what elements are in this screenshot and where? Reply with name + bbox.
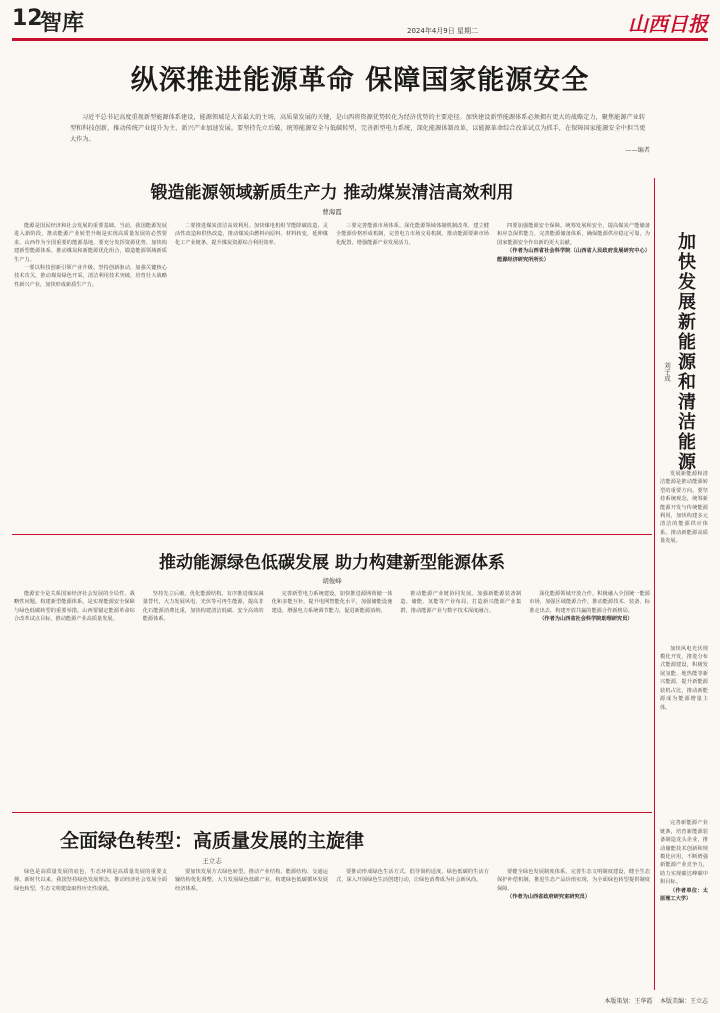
intro-text: 习近平总书记高度重视新型能源体系建设，能源领域是大省最大的主场，高质量发展的关键，是山西将资源优势转化为经济优势的主要途径。加快建设新型能源体系必须拥有更大的战略定力，聚焦能源产业转型和科技创新，推动传统产业提升为主、新兴产业加速发展。要坚持先立后破，统筹能源安全与低碳转型，完善新型电力系统，深化能源体制改革，以能源革命综合改革试点为抓手，在保障国家能源安全中担当更大作为。 (70, 114, 646, 143)
article2-column: 推动能源产业链协同发展。加强新能源装备制造、储能、氢能等产业布局，打造新兴能源产业集群，推动能源产业与数字技术深度融合。 (400, 591, 522, 614)
article1-column: 三要完善能源市场体系。深化能源领域体制机制改革，建立健全能源价格形成机制，完善电力市场交易机制，推动能源要素市场化配置，增强能源产业发展活力。 (336, 223, 489, 246)
article4-author: 刘子成 (663, 362, 671, 382)
page-headline: 纵深推进能源革命 保障国家能源安全 (130, 65, 590, 96)
header-divider (12, 38, 708, 41)
article2-column: 能源安全是关系国家经济社会发展的全局性、战略性问题。构建新型能源体系，是实现能源安全保障与绿色低碳转型的重要举措。山西要锚定能源革命综合改革试点目标，推动能源产业高质量发展。 (14, 591, 135, 623)
intro-author: ——编者 (625, 147, 650, 154)
section-divider (12, 534, 652, 535)
publication-date: 2024年4月9日 星期二 (407, 27, 478, 35)
article1-title: 锻造能源领域新质生产力 推动煤炭清洁高效利用 (150, 183, 514, 203)
section-divider (12, 812, 652, 813)
article1-author: 曹海霞 (322, 208, 342, 216)
article3-column: 要加快发展方式绿色转型。推动产业结构、能源结构、交通运输结构优化调整，大力发展绿色低碳产业，构建绿色低碳循环发展经济体系。 (175, 869, 328, 892)
article3-author: 王立志 (202, 857, 222, 865)
article2-column: 坚持先立后破，优化能源结构。有序推进煤炭减量替代，大力发展风电、光伏等可再生能源，提高非化石能源消费比重，加快构建清洁低碳、安全高效的能源体系。 (142, 591, 264, 623)
footer-proofreader: 本版美编：王立志 (659, 998, 708, 1005)
article1-column: 四要加强能源安全保障。统筹发展和安全，提高煤炭产能储备和应急保供能力，完善能源储备体系，确保能源供应稳定可靠，为国家能源安全作出新的更大贡献。 （作者为山西省社会科学院（山西省人民政府发展研究中心）能源经济研究所所长） (497, 223, 650, 263)
article2-title: 推动能源绿色低碳发展 助力构建新型能源体系 (159, 553, 505, 573)
paper-logo: 山西日报 (628, 12, 708, 36)
article1-column: 二要推进煤炭清洁高效利用。加快煤电机组节能降碳改造、灵活性改造和供热改造，推动煤炭由燃料向原料、材料转变，延伸煤化工产业链条，提升煤炭资源综合利用效率。 (175, 223, 328, 246)
page-footer (12, 996, 708, 1005)
masthead (12, 6, 708, 36)
article1-column: 能源是国民经济和社会发展的重要基础。当前，我国能源发展进入新阶段，推动能源产业转型升级是实现高质量发展的必然要求。山西作为全国重要的能源基地，要充分发挥资源优势，加快构建新型能源体系，推动煤炭和新能源优化组合，锻造能源领域新质生产力。 一要以科技创新引领产业升级。坚持创新驱动，加强关键核心技术攻关，推动煤炭绿色开采、清洁利用技术突破，培育壮大战略性新兴产业，加快形成新质生产力。 (14, 223, 167, 288)
article2-column: 深化能源领域开放合作。积极融入全国统一能源市场，加强区域能源合作，推动能源技术、装备、标准走出去，构建开放共赢的能源合作新格局。 （作者为山西省社会科学院助理研究员） (529, 591, 650, 623)
article4-title: 加快发展新能源和清洁能源 (675, 232, 696, 472)
article4-column: 完善新能源产业链条，培育新能源装备制造龙头企业，推动储能技术创新和规模化应用，不断增强新能源产业竞争力，助力实现碳达峰碳中和目标。 （作者单位：太原理工大学） (660, 820, 708, 902)
column-divider (654, 178, 655, 990)
article3-body (14, 868, 650, 992)
article4-column: 发展新能源和清洁能源是推动能源转型的重要方向。要坚持系统观念，统筹新能源开发与传统能源利用，加快构建多元清洁的能源供应体系，推动新能源高质量发展。 (660, 471, 708, 545)
footer-editor: 本版策划：王华霞 (604, 998, 653, 1005)
article2-column: 完善新型电力系统建设。加快推进源网荷储一体化和多能互补，提升电网智能化水平，加强储能设施建设，增强电力系统调节能力，促进新能源消纳。 (271, 591, 393, 614)
editor-introduction (70, 112, 650, 156)
article3-column: 绿色是高质量发展的底色，生态环境是高质量发展的重要支撑。新时代以来，我国坚持绿色发展理念，推动经济社会发展全面绿色转型，生态文明建设取得历史性成就。 (14, 869, 167, 892)
article4-body (660, 470, 708, 990)
article2-body (14, 590, 650, 808)
article3-column: 要推动形成绿色生活方式。倡导简约适度、绿色低碳的生活方式，深入开展绿色生活创建行动，让绿色消费成为社会新风尚。 (336, 869, 489, 884)
article3-column: 要健全绿色发展制度体系。完善生态文明制度建设，健全生态保护补偿机制，推进生态产品价值实现，为全面绿色转型提供制度保障。 （作者为山西省政府研究室研究员） (497, 869, 650, 901)
article2-author: 胡俊峰 (322, 577, 342, 585)
article1-body (14, 222, 650, 530)
section-name: 智库 (40, 10, 85, 36)
article3-title: 全面绿色转型：高质量发展的主旋律 (59, 830, 364, 852)
article4-column: 加快风电光伏规模化开发，推进分布式能源建设，积极发展氢能、地热能等新兴能源，提升新能源装机占比，推动新能源成为能源增量主体。 (660, 645, 708, 711)
page-number: 12 (12, 6, 43, 31)
